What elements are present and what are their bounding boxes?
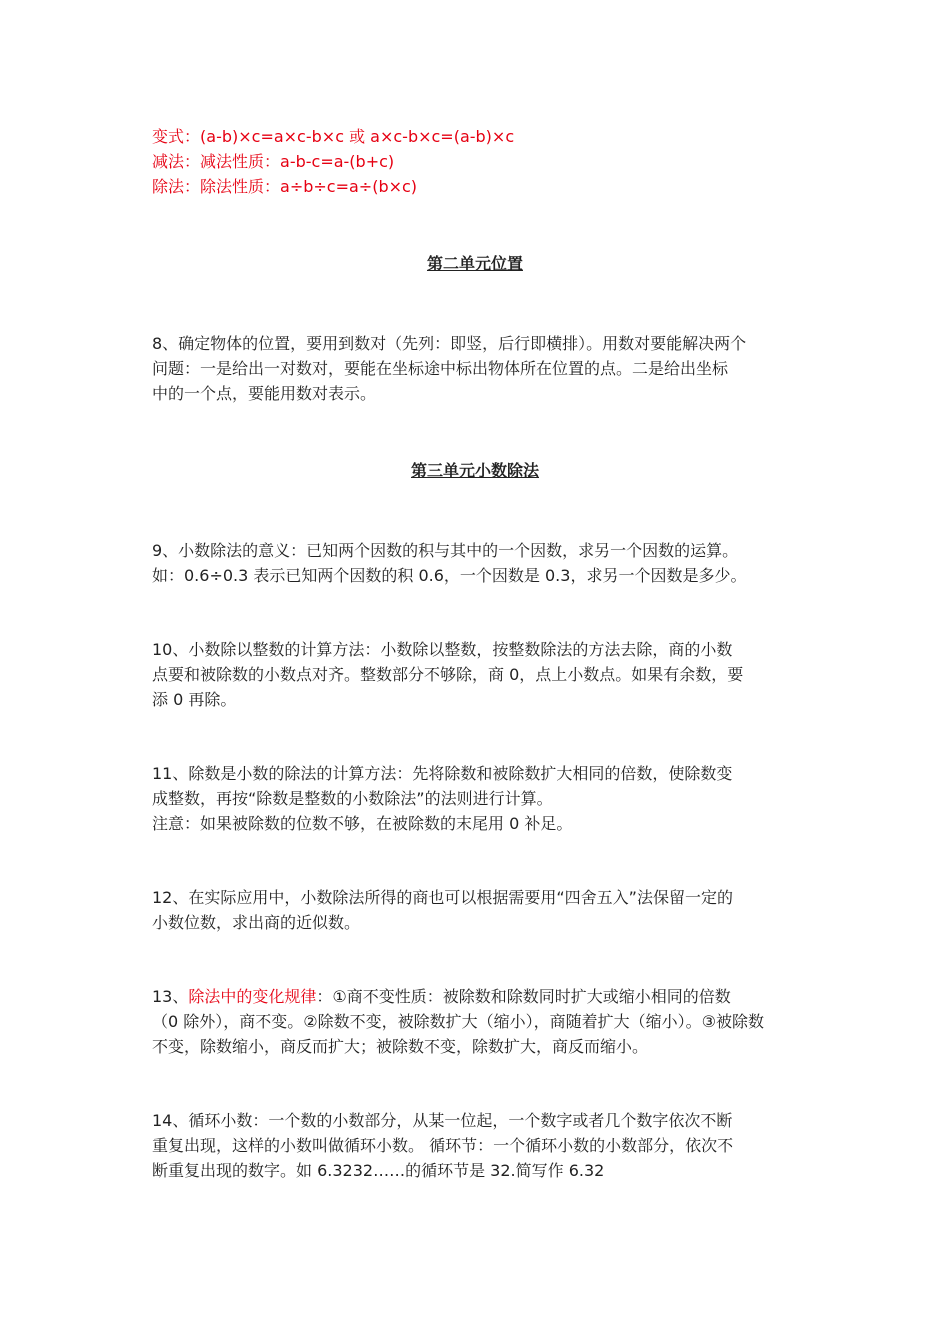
item-10 (152, 637, 798, 712)
item-11-note: 注意：如果被除数的位数不够，在被除数的末尾用 0 补足。 (152, 814, 573, 833)
item-14 (152, 1108, 798, 1183)
item-13-line (152, 984, 798, 1009)
item-10-line: 点要和被除数的小数点对齐。整数部分不够除，商 0，点上小数点。如果有余数，要 (152, 665, 744, 684)
item-10-line: 10、小数除以整数的计算方法：小数除以整数，按整数除法的方法去除，商的小数 (152, 640, 733, 659)
formula-subtraction-text: 减法性质：a-b-c=a-(b+c) (200, 152, 395, 171)
formula-division-label: 除法： (152, 177, 201, 196)
item-10-line: 添 0 再除。 (152, 690, 237, 709)
item-13-line: （0 除外），商不变。②除数不变，被除数扩大（缩小），商随着扩大（缩小）。③被除数 (152, 1012, 764, 1031)
item-14-line: 断重复出现的数字。如 6.3232……的循环节是 32.简写作 6.32 (152, 1161, 605, 1180)
item-14-line: 重复出现，这样的小数叫做循环小数。 循环节：一个循环小数的小数部分，依次不 (152, 1136, 734, 1155)
item-13 (152, 984, 798, 1059)
unit3-heading: 第三单元小数除法 (410, 461, 539, 480)
unit2-heading: 第二单元位置 (426, 254, 523, 273)
item-13-line: 不变，除数缩小，商反而扩大；被除数不变，除数扩大，商反而缩小。 (152, 1037, 649, 1056)
item-14-line: 14、循环小数：一个数的小数部分，从某一位起，一个数字或者几个数字依次不断 (152, 1111, 733, 1130)
item-13-line1-rest: ：①商不变性质：被除数和除数同时扩大或缩小相同的倍数 (316, 987, 731, 1006)
item-13-prefix: 13、 (152, 987, 189, 1006)
formula-division (152, 174, 798, 199)
item-12-line: 12、在实际应用中，小数除法所得的商也可以根据需要用“四舍五入”法保留一定的 (152, 888, 733, 907)
item-8-line: 8、确定物体的位置，要用到数对（先列：即竖，后行即横排）。用数对要能解决两个 (152, 334, 747, 353)
item-11 (152, 761, 798, 836)
formula-division-text: 除法性质：a÷b÷c=a÷(b×c) (200, 177, 418, 196)
document-content (152, 124, 798, 1183)
item-11-line: 成整数，再按“除数是整数的小数除法”的法则进行计算。 (152, 789, 553, 808)
item-11-line: 11、除数是小数的除法的计算方法：先将除数和被除数扩大相同的倍数，使除数变 (152, 764, 733, 783)
item-9-line: 9、小数除法的意义：已知两个因数的积与其中的一个因数，求另一个因数的运算。 (152, 541, 739, 560)
formula-variant-label: 变式： (152, 127, 201, 146)
item-9 (152, 538, 798, 588)
item-9-line: 如：0.6÷0.3 表示已知两个因数的积 0.6，一个因数是 0.3，求另一个因数是多少。 (152, 566, 747, 585)
formula-subtraction-label: 减法： (152, 152, 201, 171)
item-12 (152, 885, 798, 935)
item-8-line: 问题：一是给出一对数对，要能在坐标途中标出物体所在位置的点。二是给出坐标 (152, 359, 729, 378)
item-8-line: 中的一个点，要能用数对表示。 (152, 384, 377, 403)
item-13-highlight: 除法中的变化规律 (188, 987, 317, 1006)
formula-block (152, 124, 798, 199)
item-8 (152, 331, 798, 406)
formula-variant-text: (a-b)×c=a×c-b×c 或 a×c-b×c=(a-b)×c (200, 127, 515, 146)
formula-subtraction (152, 149, 798, 174)
item-12-line: 小数位数，求出商的近似数。 (152, 913, 361, 932)
formula-variant (152, 124, 798, 149)
